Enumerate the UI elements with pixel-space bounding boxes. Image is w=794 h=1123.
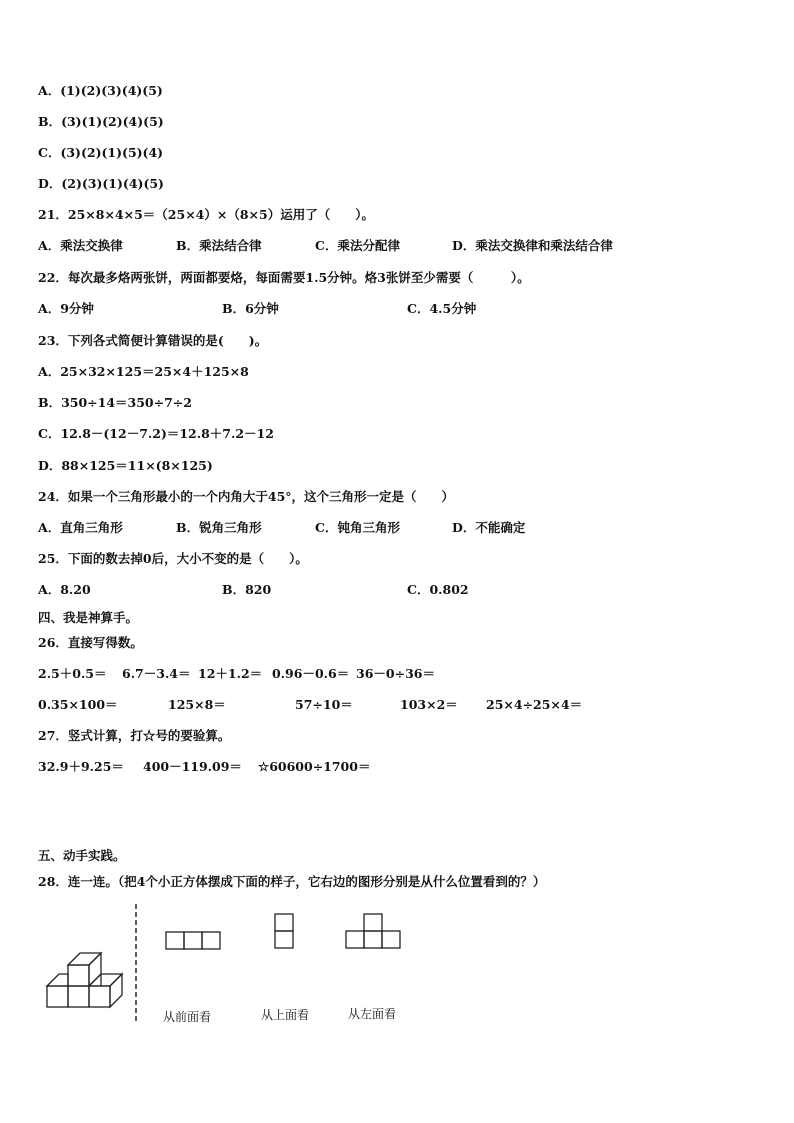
- cube-side-face: [110, 974, 122, 1007]
- q27-item: ☆60600÷1700＝: [258, 759, 371, 774]
- view-three-in-row: [166, 932, 220, 949]
- q20-option-d: D．(2)(3)(1)(4)(5): [38, 176, 164, 191]
- q23-option-a: A．25×32×125＝25×4＋125×8: [38, 364, 249, 379]
- cube-front-face: [47, 986, 68, 1007]
- q27-item: 400－119.09＝: [143, 759, 242, 774]
- q20-option-b: B．(3)(1)(2)(4)(5): [38, 114, 164, 129]
- cube-stack-drawing: [47, 953, 122, 1007]
- q21-option-a: A．乘法交换律: [38, 238, 123, 253]
- q21-option-d: D．乘法交换律和乘法结合律: [452, 238, 613, 253]
- q23-question: 23．下列各式简便计算错误的是( )。: [38, 333, 268, 348]
- cube-top-face: [47, 974, 68, 986]
- q26-item: 125×8＝: [168, 697, 226, 712]
- section-4-heading: 四、我是神算手。: [38, 610, 139, 625]
- label-front-view: 从前面看: [163, 1010, 212, 1024]
- q26-item: 36－0÷36＝: [356, 666, 435, 681]
- q27-item: 32.9＋9.25＝: [38, 759, 124, 774]
- cube-front-face: [89, 986, 110, 1007]
- cube-top-face: [89, 974, 122, 986]
- cube-top-face: [68, 953, 101, 965]
- q22-option-c: C．4.5分钟: [407, 301, 477, 316]
- cube-front-face: [68, 986, 89, 1007]
- q26-item: 25×4÷25×4＝: [486, 697, 583, 712]
- q26-item: 2.5＋0.5＝: [38, 666, 107, 681]
- q21-option-b: B．乘法结合律: [176, 238, 262, 253]
- q24-option-c: C．钝角三角形: [315, 520, 400, 535]
- q24-option-d: D．不能确定: [452, 520, 526, 535]
- label-top-view: 从上面看: [261, 1008, 310, 1022]
- q21-question: 21．25×8×4×5＝（25×4）×（8×5）运用了（ ）。: [38, 207, 374, 222]
- view-two-stacked: [275, 914, 293, 948]
- q20-option-c: C．(3)(2)(1)(5)(4): [38, 145, 164, 160]
- q20-option-a: A．(1)(2)(3)(4)(5): [38, 83, 163, 98]
- q24-question: 24．如果一个三角形最小的一个内角大于45°，这个三角形一定是（ ）: [38, 489, 455, 504]
- q25-option-b: B．820: [222, 582, 272, 597]
- cube-front-face: [68, 965, 89, 986]
- q21-option-c: C．乘法分配律: [315, 238, 400, 253]
- q23-option-d: D．88×125＝11×(8×125): [38, 458, 213, 473]
- q26-item: 0.35×100＝: [38, 697, 118, 712]
- q26-item: 0.96－0.6＝: [272, 666, 350, 681]
- q25-question: 25．下面的数去掉0后，大小不变的是（ ）。: [38, 551, 308, 566]
- q23-option-b: B．350÷14＝350÷7÷2: [38, 395, 192, 410]
- q27-question: 27．竖式计算，打☆号的要验算。: [38, 728, 231, 743]
- view-t-shape: [346, 914, 400, 948]
- q26-question: 26．直接写得数。: [38, 635, 143, 650]
- q26-item: 6.7－3.4＝: [122, 666, 191, 681]
- q23-option-c: C．12.8－(12－7.2)＝12.8＋7.2－12: [38, 426, 274, 441]
- q26-item: 103×2＝: [400, 697, 458, 712]
- q22-question: 22．每次最多烙两张饼，两面都要烙，每面需要1.5分钟。烙3张饼至少需要（ ）。: [38, 270, 530, 285]
- q24-option-b: B．锐角三角形: [176, 520, 262, 535]
- section-5-heading: 五、动手实践。: [38, 848, 126, 863]
- q22-option-a: A．9分钟: [38, 301, 94, 316]
- cube-side-face: [89, 953, 101, 986]
- q28-question: 28．连一连。（把4个小正方体摆成下面的样子，它右边的图形分别是从什么位置看到的？）: [38, 874, 546, 889]
- q24-option-a: A．直角三角形: [38, 520, 123, 535]
- q26-item: 12＋1.2＝: [198, 666, 263, 681]
- q22-option-b: B．6分钟: [222, 301, 279, 316]
- q26-item: 57÷10＝: [295, 697, 353, 712]
- q25-option-a: A．8.20: [38, 582, 91, 597]
- label-left-view: 从左面看: [348, 1007, 397, 1021]
- q25-option-c: C．0.802: [407, 582, 469, 597]
